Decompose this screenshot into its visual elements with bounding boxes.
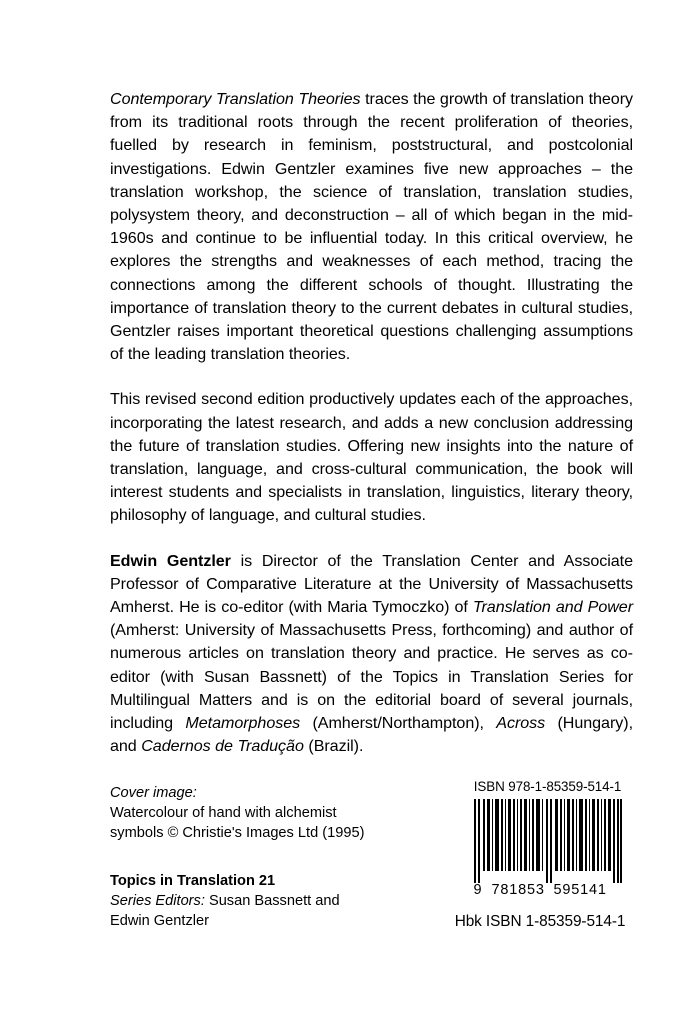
barcode-bar <box>513 799 515 871</box>
barcode-bar <box>478 799 480 883</box>
barcode-bar <box>608 799 611 871</box>
barcode-bar <box>567 799 570 871</box>
barcode-bar <box>501 799 503 871</box>
barcode-bar <box>474 799 476 883</box>
ean13-barcode <box>474 799 622 898</box>
work-title-italic: Translation and Power <box>472 598 634 617</box>
barcode-right-digits: 595141 <box>553 882 607 898</box>
series-editors-names: Susan Bassnett and <box>204 892 340 909</box>
barcode-bar <box>532 799 534 871</box>
author-bio-paragraph <box>110 550 633 759</box>
barcode-bar <box>550 799 552 883</box>
bio-segment-5: (Brazil). <box>303 737 364 756</box>
bio-segment-2: (Amherst: University of Massachusetts Press, forthcoming) and author of numerous articles on translation theory and practice. He serves as co-editor (with Susan Bassnett) of the Topics in Translation Series for Multilingual Matters and is on the editorial board of several journals, including <box>110 621 633 733</box>
barcode-bar <box>546 799 548 883</box>
barcode-bar <box>564 799 565 871</box>
series-info <box>110 872 450 931</box>
barcode-bar <box>592 799 595 871</box>
book-title-italic: Contemporary Translation Theories <box>110 90 361 108</box>
hbk-isbn-label: Hbk ISBN 1-85359-514-1 <box>454 913 626 930</box>
barcode-bar <box>505 799 506 871</box>
barcode-bar <box>536 799 540 871</box>
barcode-bar <box>487 799 490 871</box>
barcode-bar <box>524 799 527 871</box>
barcode-bar <box>604 799 606 871</box>
barcode-bar <box>542 799 543 871</box>
journal-across-italic: Across <box>496 714 546 733</box>
barcode-bar <box>589 799 590 871</box>
series-editors-line-2: Edwin Gentzler <box>110 912 209 929</box>
cover-image-label: Cover image: <box>110 785 197 801</box>
blurb-paragraph-2: This revised second edition productively updates each of the approaches, incorporating the latest research, and adds a new conclusion addressing the future of translation studies. Offering new insights into the nature of translation, language, and cross-cultural communication, the book will interest students and specialists in translation, linguistics, literary theory, philosophy of language, and cultural studies. <box>110 390 633 525</box>
blurb-paragraph-1 <box>110 88 633 366</box>
barcode-bar <box>620 799 622 883</box>
isbn-barcode-block <box>455 779 640 898</box>
barcode-bar <box>517 799 518 871</box>
barcode-bar <box>560 799 562 871</box>
barcode-bar <box>492 799 493 871</box>
barcode-bar <box>572 799 574 871</box>
barcode-bar <box>601 799 602 871</box>
journal-cadernos-italic: Cadernos de Tradução <box>141 737 304 756</box>
barcode-bar <box>585 799 587 871</box>
isbn-13-label: ISBN 978-1-85359-514-1 <box>473 779 622 794</box>
barcode-bar <box>613 799 615 883</box>
series-editors-label: Series Editors: <box>110 892 205 909</box>
cover-credit-lines <box>110 784 440 843</box>
barcode-left-digits: 781853 <box>491 882 545 898</box>
barcode-lead-digit: 9 <box>473 882 483 898</box>
journal-metamorphoses-italic: Metamorphoses <box>185 714 301 733</box>
series-title: Topics in Translation 21 <box>110 873 276 889</box>
bio-segment-4: (Hungary), and <box>110 714 633 756</box>
cover-credit-line-2: symbols © Christie's Images Ltd (1995) <box>110 824 365 841</box>
bio-segment-1: is Director of the Translation Center and Associate Professor of Comparative Literature at the University of Massachusetts Amherst. He is co-editor (with Maria Tymoczko) of <box>110 551 633 617</box>
barcode-bar <box>508 799 511 871</box>
barcode-bar <box>529 799 530 871</box>
author-name-bold: Edwin Gentzler <box>110 551 231 570</box>
barcode-bar <box>617 799 619 883</box>
barcode-bar <box>483 799 485 871</box>
barcode-bars <box>474 799 622 883</box>
barcode-bar <box>576 799 577 871</box>
barcode-bar <box>579 799 583 871</box>
cover-credit-line-1: Watercolour of hand with alchemist <box>110 804 337 821</box>
blurb-column <box>110 88 633 758</box>
bio-segment-3: (Amherst/Northampton), <box>300 714 497 733</box>
barcode-bar <box>495 799 499 871</box>
cover-image-credit <box>110 784 440 843</box>
barcode-digits <box>474 883 622 898</box>
barcode-bar <box>520 799 522 871</box>
barcode-bar <box>555 799 558 871</box>
blurb-paragraph-1-body: traces the growth of translation theory from its traditional roots through the recent proliferation of theories, fuelled by research in feminism, poststructural, and postcolonial investigations. Edwin Gentzler examines five new approaches – the translation workshop, the science of translation, translation studies, polysystem theory, and deconstruction – all of which began in the mid-1960s and continue to be influential today. In this critical overview, he explores the strengths and weaknesses of each method, tracing the connections among the different schools of thought. Illustrating the importance of translation theory to the current debates in cultural studies, Gentzler raises important theoretical questions challenging assumptions of the leading translation theories. <box>110 90 633 364</box>
barcode-bar <box>597 799 599 871</box>
